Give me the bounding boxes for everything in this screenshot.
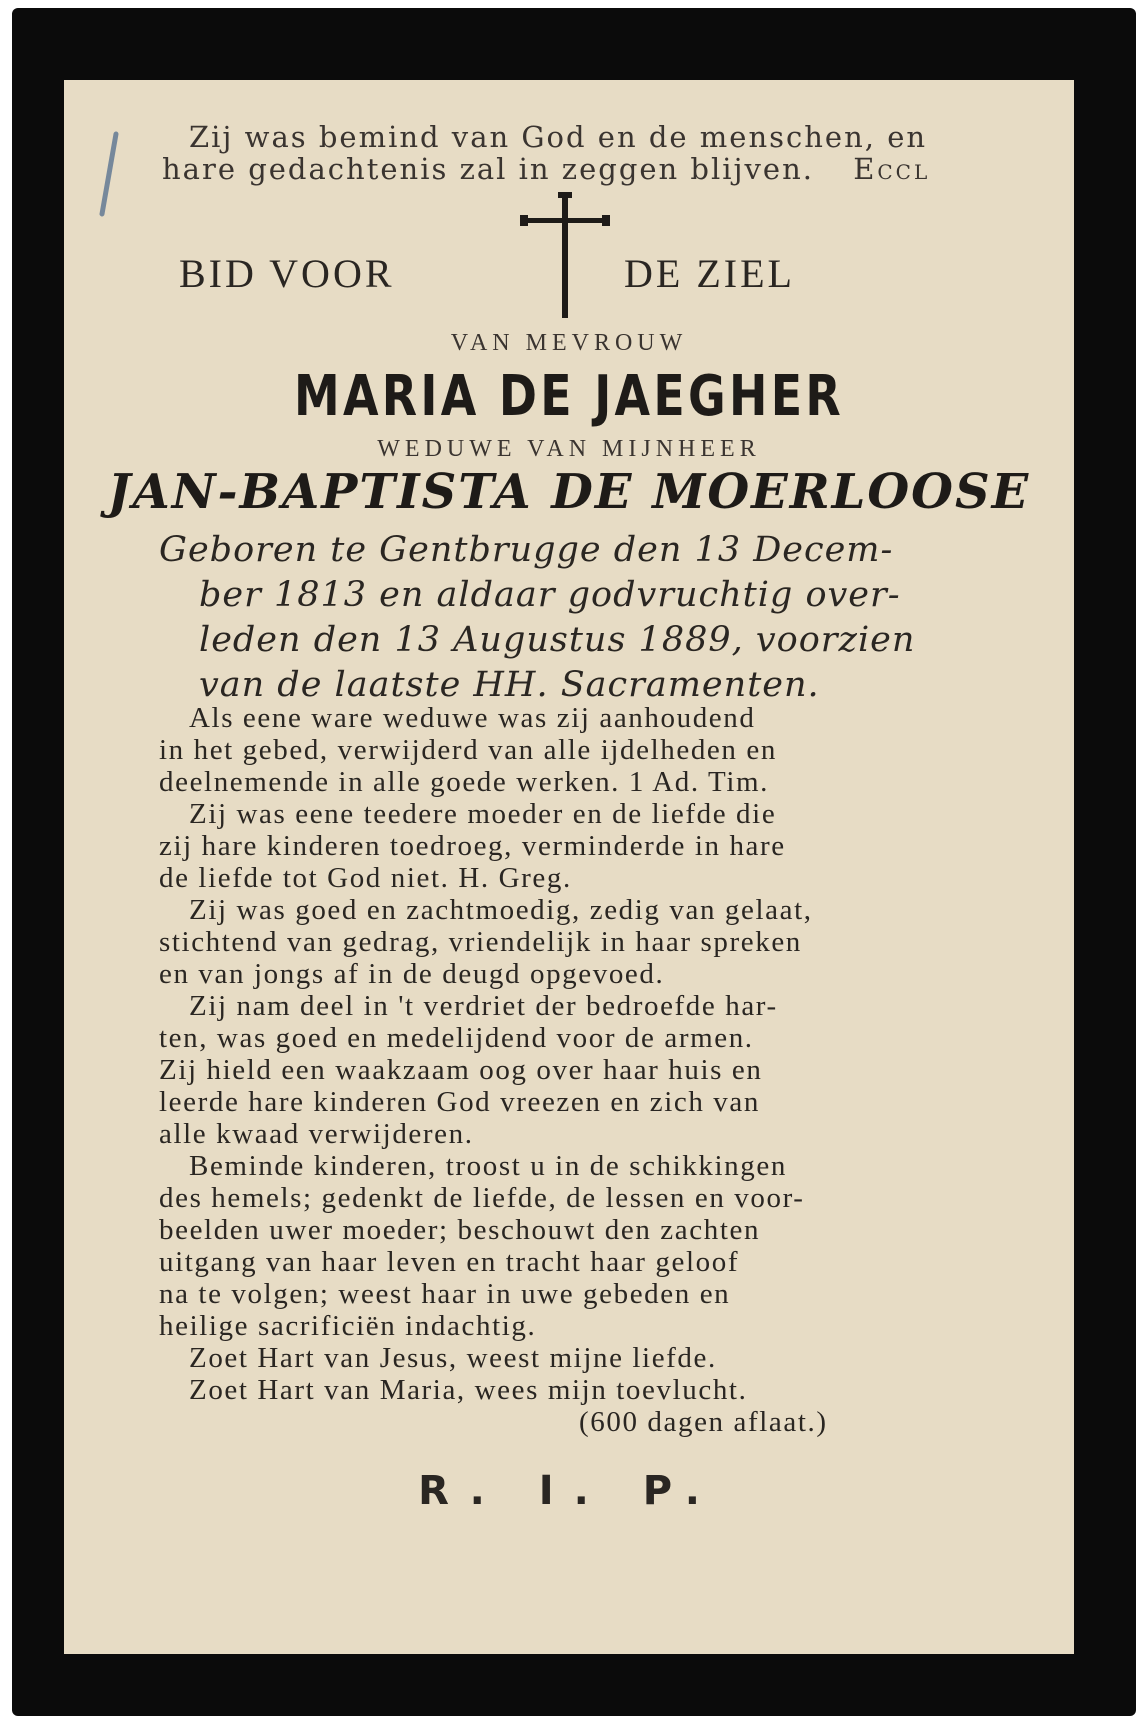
body-line: ten, was goed en medelijdend voor de armen.	[159, 1022, 754, 1054]
body-line: de liefde tot God niet. H. Greg.	[159, 862, 572, 894]
verse-source: Eccl	[853, 152, 931, 186]
body-line: Zij nam deel in 't verdriet der bedroefde har-	[189, 990, 778, 1022]
body-line: Als eene ware weduwe was zij aanhoudend	[189, 702, 756, 734]
body-line: Zij hield een waakzaam oog over haar huis en	[159, 1054, 763, 1086]
prayer-left: BID VOOR	[179, 251, 395, 296]
body-line: na te volgen; weest haar in uwe gebeden en	[159, 1278, 731, 1310]
body-line: en van jongs af in de deugd opgevoed.	[159, 958, 665, 990]
body-line: leerde hare kinderen God vreezen en zich van	[159, 1086, 760, 1118]
body-line: Zij was goed en zachtmoedig, zedig van gelaat,	[189, 894, 813, 926]
deceased-name: MARIA DE JAEGHER	[293, 364, 844, 429]
body-line: deelnemende in alle goede werken. 1 Ad. Tim.	[159, 766, 770, 798]
body-line: in het gebed, verwijderd van alle ijdelheden en	[159, 734, 777, 766]
body-line: alle kwaad verwijderen.	[159, 1118, 474, 1150]
memorial-card-paper	[64, 80, 1074, 1654]
body-line: Zij was eene teedere moeder en de liefde die	[189, 798, 777, 830]
body-line: heilige sacrificiën indachtig.	[159, 1310, 537, 1342]
rip-footer: R. I. P.	[418, 1468, 720, 1514]
memorial-card-border	[12, 8, 1136, 1716]
body-line: Zoet Hart van Jesus, weest mijne liefde.	[189, 1342, 717, 1374]
husband-name: JAN-BAPTISTA DE MOERLOOSE	[107, 464, 1031, 520]
verse-line-2	[162, 152, 930, 186]
body-line: Beminde kinderen, troost u in de schikkingen	[189, 1150, 787, 1182]
verse-text: hare gedachtenis zal in zeggen blijven.	[162, 152, 814, 186]
verse-line-1: Zij was bemind van God en de menschen, en	[189, 120, 928, 154]
cross-icon	[514, 192, 614, 322]
body-line: des hemels; gedenkt de liefde, de lessen en voor-	[159, 1182, 805, 1214]
body-line: uitgang van haar leven en tracht haar geloof	[159, 1246, 740, 1278]
body-line: stichtend van gedrag, vriendelijk in haar spreken	[159, 926, 802, 958]
body-line: beelden uwer moeder; beschouwt den zachten	[159, 1214, 761, 1246]
relation-line: WEDUWE VAN MIJNHEER	[377, 436, 761, 462]
indulgence-line: (600 dagen aflaat.)	[579, 1406, 828, 1438]
bio-line: van de laatste HH. Sacramenten.	[199, 665, 820, 705]
body-line: Zoet Hart van Maria, wees mijn toevlucht.	[189, 1374, 748, 1406]
body-line: zij hare kinderen toedroeg, verminderde in hare	[159, 830, 786, 862]
prayer-right: DE ZIEL	[624, 251, 795, 296]
bio-line: ber 1813 en aldaar godvruchtig over-	[199, 575, 901, 615]
pencil-mark-icon	[94, 130, 124, 220]
bio-line: Geboren te Gentbrugge den 13 Decem-	[159, 530, 894, 570]
bio-line: leden den 13 Augustus 1889, voorzien	[199, 620, 916, 660]
prefix-van-mevrouw: VAN MEVROUW	[450, 330, 688, 356]
